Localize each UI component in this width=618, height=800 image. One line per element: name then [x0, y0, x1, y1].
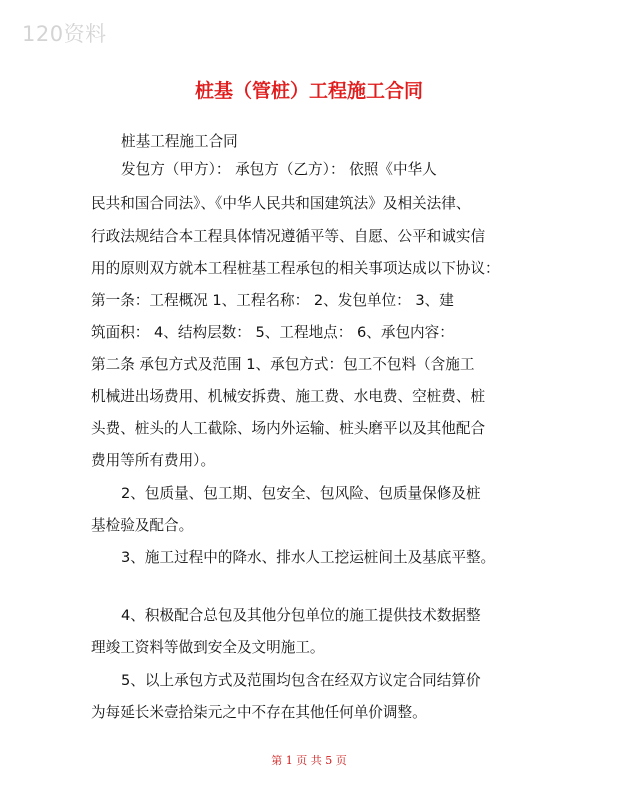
body-line: 机械进出场费用、机械安拆费、施工费、水电费、空桩费、桩 — [91, 388, 486, 405]
body-line: 第二条 承包方式及范围 1、承包方式：包工不包料（含施工 — [91, 356, 475, 373]
body-line: 筑面积： 4、结构层数： 5、工程地点： 6、承包内容： — [91, 324, 454, 341]
body-line: 2、包质量、包工期、包安全、包风险、包质量保修及桩 — [121, 485, 481, 502]
body-line: 3、施工过程中的降水、排水人工挖运桩间土及基底平整。 — [121, 549, 496, 566]
body-line: 头费、桩头的人工截除、场内外运输、桩头磨平以及其他配合 — [91, 420, 486, 437]
watermark: 120资料 — [22, 22, 107, 46]
page-number: 第 1 页 共 5 页 — [271, 754, 347, 767]
body-line: 基检验及配合。 — [91, 517, 194, 534]
body-line: 为每延长米壹拾柒元之中不存在其他任何单价调整。 — [91, 704, 427, 721]
body-line: 民共和国合同法》、《中华人民共和国建筑法》及相关法律、 — [91, 195, 471, 212]
body-line: 5、以上承包方式及范围均包含在经双方议定合同结算价 — [121, 672, 481, 689]
body-line: 用的原则双方就本工程桩基工程承包的相关事项达成以下协议： — [91, 260, 500, 277]
document-title: 桩基（管桩）工程施工合同 — [194, 80, 423, 102]
subtitle-line: 桩基工程施工合同 — [121, 133, 238, 150]
body-line: 行政法规结合本工程具体情况遵循平等、自愿、公平和诚实信 — [91, 228, 486, 245]
body-line: 理竣工资料等做到安全及文明施工。 — [91, 639, 325, 656]
body-line: 4、积极配合总包及其他分包单位的施工提供技术数据整 — [121, 607, 481, 624]
body-line: 费用等所有费用）。 — [91, 452, 216, 469]
body-line: 发包方（甲方）： 承包方（乙方）： 依照《中华人 — [121, 161, 437, 178]
body-line: 第一条：工程概况 1、工程名称： 2、发包单位： 3、建 — [91, 292, 454, 309]
